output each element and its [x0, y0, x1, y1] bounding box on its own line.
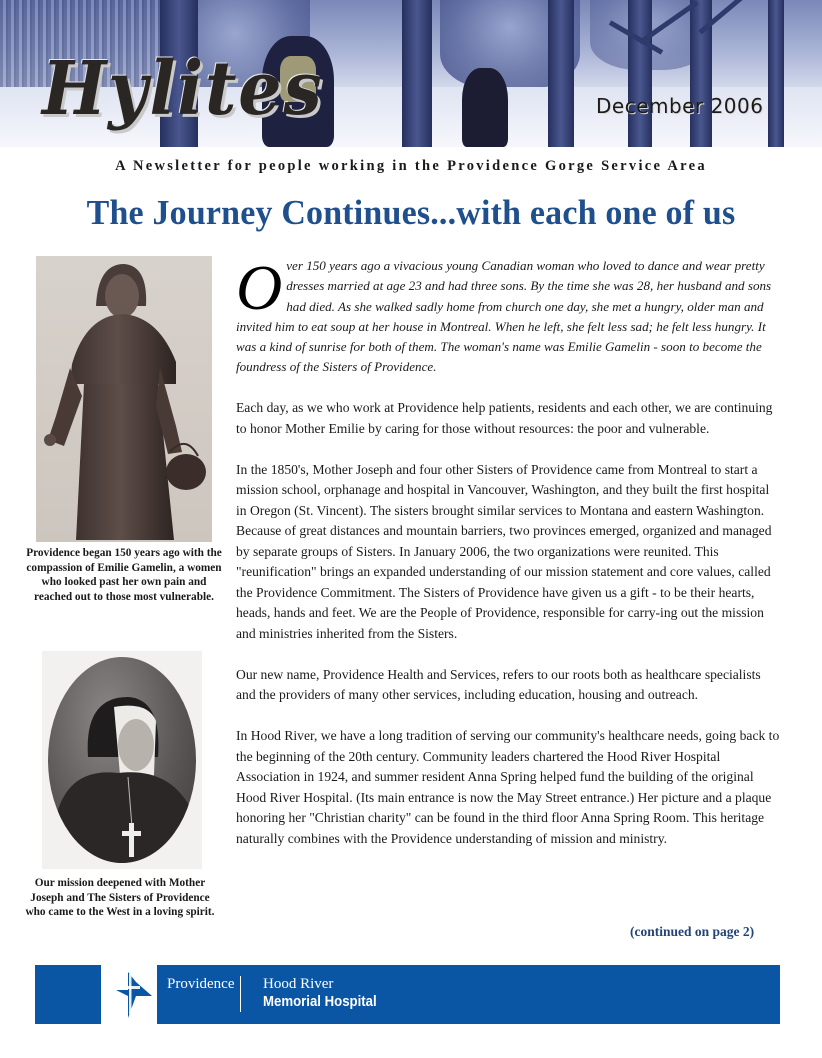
statue-caption: Providence began 150 years ago with the compassion of Emilie Gamelin, a women who looked past her own pain and reached out to those most vulnerable. — [26, 547, 222, 603]
portrait-photo — [42, 651, 202, 869]
tree-trunk — [402, 0, 432, 147]
tree-trunk — [768, 0, 784, 147]
page-headline: The Journey Continues...with each one of us — [86, 193, 736, 232]
masthead-banner — [0, 0, 822, 147]
portrait-caption: Our mission deepened with Mother Joseph and The Sisters of Providence who came to the West in a loving spirit. — [25, 877, 215, 919]
drop-cap: O — [236, 252, 283, 323]
providence-cross-logo-icon — [108, 970, 154, 1020]
statue-photo — [36, 256, 212, 542]
lead-text: ver 150 years ago a vivacious young Canadian woman who loved to dance and wear pretty dresses married at age 23 and had three sons. By the time she was 28, her husband and sons had died. As she walked sadly home from church one day, she met a hungry, older man and invited him to eat soup at her house in Montreal. When he left, she felt less sad; he felt less hungry. It was a kind of sunrise for both of them. The woman's name was Emilie Gamelin - soon to become the foundress of the Sisters of Providence. — [236, 258, 772, 375]
continued-link[interactable]: (continued on page 2) — [630, 924, 755, 939]
issue-date: December 2006 — [596, 94, 764, 118]
article-body — [236, 252, 780, 870]
statue-illustration — [36, 256, 212, 542]
hospital-name-line2: Memorial Hospital — [263, 993, 377, 1010]
lead-paragraph — [236, 252, 780, 378]
article-paragraph: Each day, as we who work at Providence help patients, residents and each other, we are continuing to honor Mother Emilie by caring for those without resources: the poor and vulnerable. — [236, 400, 773, 436]
footer-brand-bar — [157, 965, 780, 1024]
footer-color-block — [35, 965, 101, 1024]
article-paragraph: Our new name, Providence Health and Services, refers to our roots both as healthcare specialists and the providers of many other services, including education, housing and outreach. — [236, 666, 761, 703]
tree-trunk — [628, 0, 652, 147]
hospital-name-line1: Hood River — [263, 976, 334, 992]
walker-in-coat — [462, 68, 508, 147]
oval-portrait — [48, 657, 196, 863]
portrait-illustration — [48, 657, 196, 863]
tagline: A Newsletter for people working in the Providence Gorge Service Area — [115, 158, 707, 174]
newsletter-title: Hylites — [42, 46, 324, 132]
article-paragraph: In the 1850's, Mother Joseph and four other Sisters of Providence came from Montreal to start a mission school, orphanage and hospital in Vancouver, Washington, and they built the first hospital in Oregon (St. Vincent). The sisters brought similar services to Montana and eastern Washington. Because of great distances and mountain barriers, two provinces emerged, organized and managed by separate groups of Sisters. In January 2006, the two organizations were reunited. This "reunification" brings an expanded understanding of our mission statement and core values, called the Providence Commitment. The Sisters of Providence have given us a gift - to be their hearts, heads, hands and feet. We are the People of Providence, responsible for carry-ing out the mission and ministries inherited from the Sisters. — [236, 461, 772, 641]
article-paragraph: In Hood River, we have a long tradition of serving our community's healthcare needs, going back to the beginning of the 20th century. Community leaders chartered the Hood River Hospital Association in 1924, and summer resident Anna Spring helped fund the building of the original Hood River Hospital. (Its main entrance is now the May Street entrance.) Her picture and a plaque honoring her "Christian charity" can be found in the third floor Anna Spring Room. This heritage naturally combines with the Providence understanding of mission and ministry. — [236, 728, 780, 846]
org-name: Providence — [167, 976, 241, 1012]
tree-trunk — [548, 0, 574, 147]
